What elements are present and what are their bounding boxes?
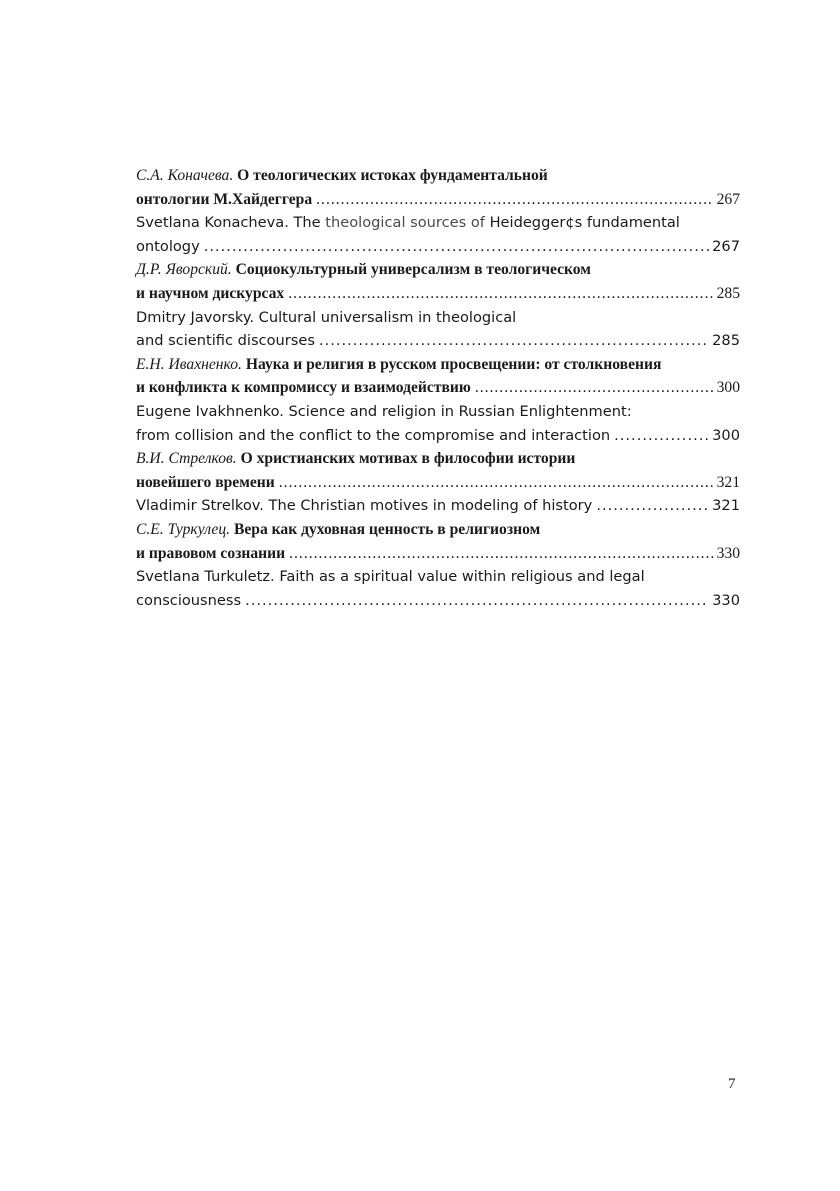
toc-page-number: 300 [716, 379, 740, 397]
toc-title: и правовом сознании [136, 544, 286, 562]
toc-page-number: 267 [712, 237, 740, 255]
toc-title: и конфликта к компромиссу и взаимодействию [136, 379, 471, 397]
toc-title: О теологических истоках фундаментальной [237, 167, 548, 184]
toc-page-number: 267 [716, 190, 740, 208]
toc-text: and scientific discourses [136, 332, 315, 350]
toc-author: С.Е. Туркулец. [136, 520, 231, 538]
toc-entry-en-line[interactable] [136, 494, 740, 518]
dot-leader [279, 471, 714, 495]
toc-text: theological sources of [325, 214, 490, 232]
toc-page-number: 285 [716, 284, 740, 302]
toc-entry-en-line [136, 211, 740, 235]
toc-page-number: 321 [712, 497, 740, 515]
toc-entry-ru-line[interactable] [136, 542, 740, 566]
table-of-contents [136, 164, 740, 612]
dot-leader [319, 329, 709, 353]
toc-text: Svetlana Turkuletz. Faith as a spiritual value within religious and legal [136, 568, 645, 586]
toc-entry-en-line[interactable] [136, 329, 740, 353]
dot-leader [475, 376, 714, 400]
toc-entry-en-line [136, 306, 740, 330]
toc-text: from collision and the conflict to the compromise and interaction [136, 426, 611, 444]
toc-page-number: 330 [712, 591, 740, 609]
dot-leader [245, 589, 709, 613]
toc-entry-en-line [136, 400, 740, 424]
toc-page-number: 330 [716, 544, 740, 562]
toc-entry-ru-line [136, 518, 740, 542]
toc-title: и научном дискурсах [136, 284, 285, 302]
toc-entry-ru-line[interactable] [136, 282, 740, 306]
toc-author: Е.Н. Ивахненко. [136, 355, 242, 373]
toc-author: С.А. Коначева. [136, 167, 234, 184]
toc-title: Вера как духовная ценность в религиозном [233, 520, 541, 538]
toc-entry-ru-line[interactable] [136, 471, 740, 495]
dot-leader [614, 424, 709, 448]
toc-entry-ru-line[interactable] [136, 376, 740, 400]
toc-entry-ru-line [136, 447, 740, 471]
toc-author: Д.Р. Яворский. [136, 261, 232, 279]
dot-leader [204, 235, 709, 259]
dot-leader [316, 188, 713, 212]
toc-entry-en-line[interactable] [136, 589, 740, 613]
toc-text: consciousness [136, 591, 242, 609]
toc-text: Vladimir Strelkov. The Christian motives in modeling of history [136, 497, 593, 515]
toc-author: В.И. Стрелков. [136, 450, 237, 468]
toc-title: Наука и религия в русском просвещении: от столкновения [245, 355, 662, 373]
page-number: 7 [728, 1076, 736, 1092]
toc-title: О христианских мотивах в философии истории [240, 450, 576, 468]
toc-text: Svetlana Konacheva. The [136, 214, 326, 232]
toc-entry-en-line[interactable] [136, 235, 740, 259]
dot-leader [596, 494, 709, 518]
toc-text: ontology [136, 237, 200, 255]
toc-text: Dmitry Javorsky. Cultural universalism in theological [136, 308, 517, 326]
dot-leader [288, 282, 713, 306]
toc-title: онтологии М.Хайдеггера [136, 190, 313, 208]
toc-entry-ru-line[interactable] [136, 188, 740, 212]
toc-page-number: 321 [716, 473, 740, 491]
toc-text: Heidegger¢s fundamental [489, 214, 680, 232]
toc-title: новейшего времени [136, 473, 275, 491]
toc-text: Eugene Ivakhnenko. Science and religion in Russian Enlightenment: [136, 402, 632, 420]
toc-page-number: 300 [712, 426, 740, 444]
toc-page-number: 285 [712, 332, 740, 350]
toc-entry-en-line[interactable] [136, 424, 740, 448]
toc-entry-ru-line [136, 353, 740, 377]
toc-entry-ru-line [136, 258, 740, 282]
toc-entry-ru-line [136, 164, 740, 188]
dot-leader [289, 542, 713, 566]
toc-title: Социокультурный универсализм в теологическом [235, 261, 591, 279]
toc-entry-en-line [136, 565, 740, 589]
